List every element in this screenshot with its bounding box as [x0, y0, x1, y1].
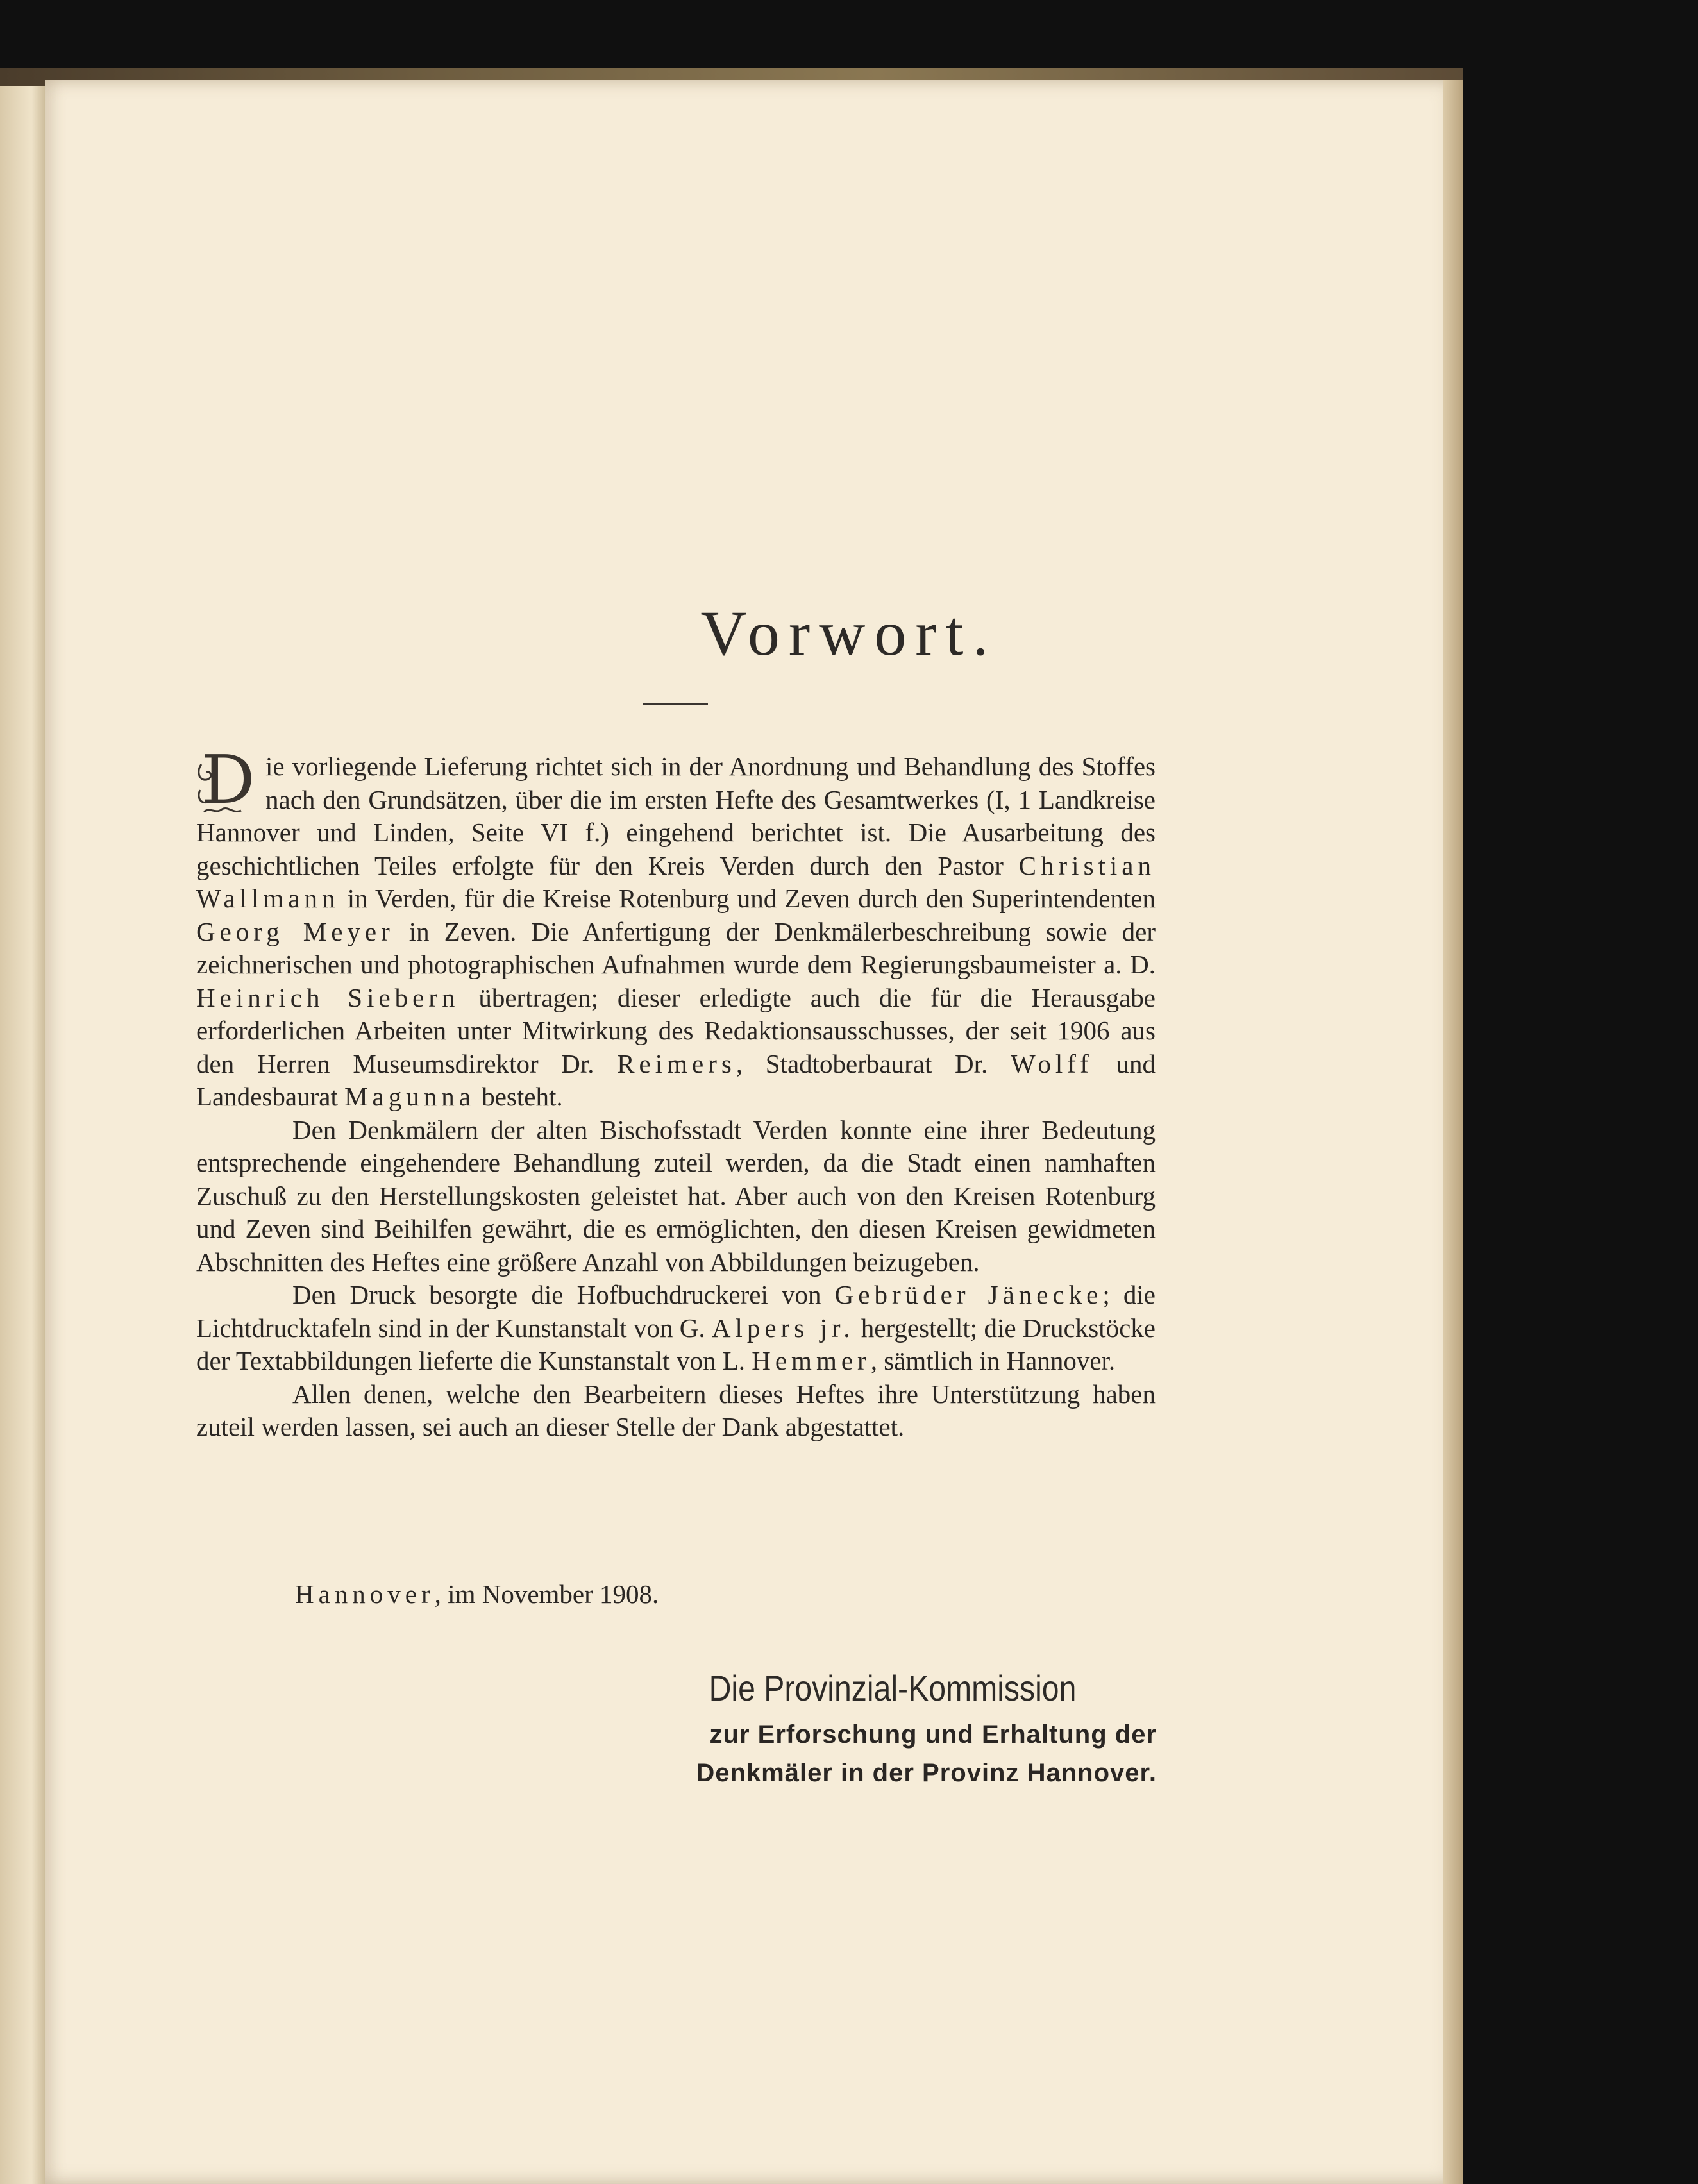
dateline-date: , im November 1908. [434, 1579, 659, 1609]
name-alpers: Alpers jr. [711, 1313, 855, 1343]
page-title: Vorwort. [700, 598, 998, 669]
name-hemmer: Hemmer [752, 1346, 871, 1375]
paragraph-1 [196, 741, 1156, 1114]
p3-text-d: , sämtlich in Hannover. [870, 1346, 1116, 1375]
name-meyer: Georg Meyer [196, 916, 394, 946]
dateline [295, 1579, 659, 1609]
p3-text-c: hergestellt; die Druckstöcke der Textabbildungen lieferte die Kunstanstalt von L. [196, 1313, 1156, 1375]
p3-text-b: ; die Lichtdrucktafeln sind in der Kunstanstalt von G. [196, 1280, 1156, 1343]
dropcap-letter: D [201, 741, 255, 819]
signature-line-2: Denkmäler in der Provinz Hannover. [696, 1759, 1157, 1787]
paragraph-3 [196, 1279, 1156, 1378]
name-wallmann: Christian Wallmann [196, 850, 1156, 913]
p1-text-b: in Verden, für die Kreise Rotenburg und Zeven durch den Superintendenten [339, 884, 1156, 913]
signature-title: Die Provinzial-Kommission [709, 1668, 1077, 1708]
title-rule [643, 703, 708, 705]
page-right-edge [1443, 80, 1463, 2184]
left-page-edge [0, 86, 45, 2184]
paragraph-4: Allen denen, welche den Bearbeitern dieses Heftes ihre Unterstützung haben zuteil werden lassen, sei auch an dieser Stelle der Dank abgestattet. [196, 1379, 1156, 1441]
name-magunna: Magunna [344, 1082, 475, 1111]
name-wolff: Wolff [1010, 1048, 1093, 1079]
p1-text-f: und Landesbaurat [196, 1048, 1156, 1111]
name-siebern: Heinrich Siebern [196, 982, 460, 1012]
p1-text-g: besteht. [475, 1082, 563, 1111]
signature-line-1: zur Erforschung und Erhaltung der [709, 1720, 1157, 1749]
p1-text-c: in Zeven. Die Anfertigung der Denkmälerbeschreibung sowie der zeichnerischen und photographischen Aufnahmen wurde dem Regierungsbaumeister a. D. [196, 916, 1156, 979]
name-reimers: Reimers [617, 1048, 736, 1079]
p1-text-a: ie vorliegende Lieferung richtet sich in der Anordnung und Behandlung des Stoffes nach den Grundsätzen, über die im ersten Hefte des Gesamtwerkes (I, 1 Landkreise Hannover und Linden, Seite VI f.) eingehend berichtet ist. Die Ausarbeitung des geschichtlichen Teiles erfolgte für den Kreis Verden durch den Pastor [196, 752, 1156, 880]
p1-text-e: , Stadtoberbaurat Dr. [736, 1048, 1011, 1079]
p3-text-a: Den Druck besorgte die Hofbuchdruckerei von [292, 1280, 835, 1309]
name-jaenecke: Gebrüder Jänecke [834, 1280, 1103, 1309]
dateline-place: Hannover [295, 1579, 435, 1609]
p1-text-d: übertragen; dieser erledigte auch die für die Herausgabe erforderlichen Arbeiten unter Mitwirkung des Redaktionsausschusses, der seit 1906 aus den Herren Museumsdirektor Dr. [196, 982, 1156, 1079]
preface-body [196, 741, 1156, 1444]
dropcap-ornament [196, 741, 260, 819]
paragraph-2: Den Denkmälern der alten Bischofsstadt Verden konnte eine ihrer Bedeutung entsprechende eingehendere Behandlung zuteil werden, da die Stadt einen namhaften Zuschuß zu den Herstellungskosten geleistet hat. Aber auch von den Kreisen Rotenburg und Zeven sind Beihilfen gewährt, die es ermöglichten, den diesen Kreisen gewidmeten Abschnitten des Heftes eine größere Anzahl von Abbildungen beizugeben. [196, 1114, 1156, 1277]
